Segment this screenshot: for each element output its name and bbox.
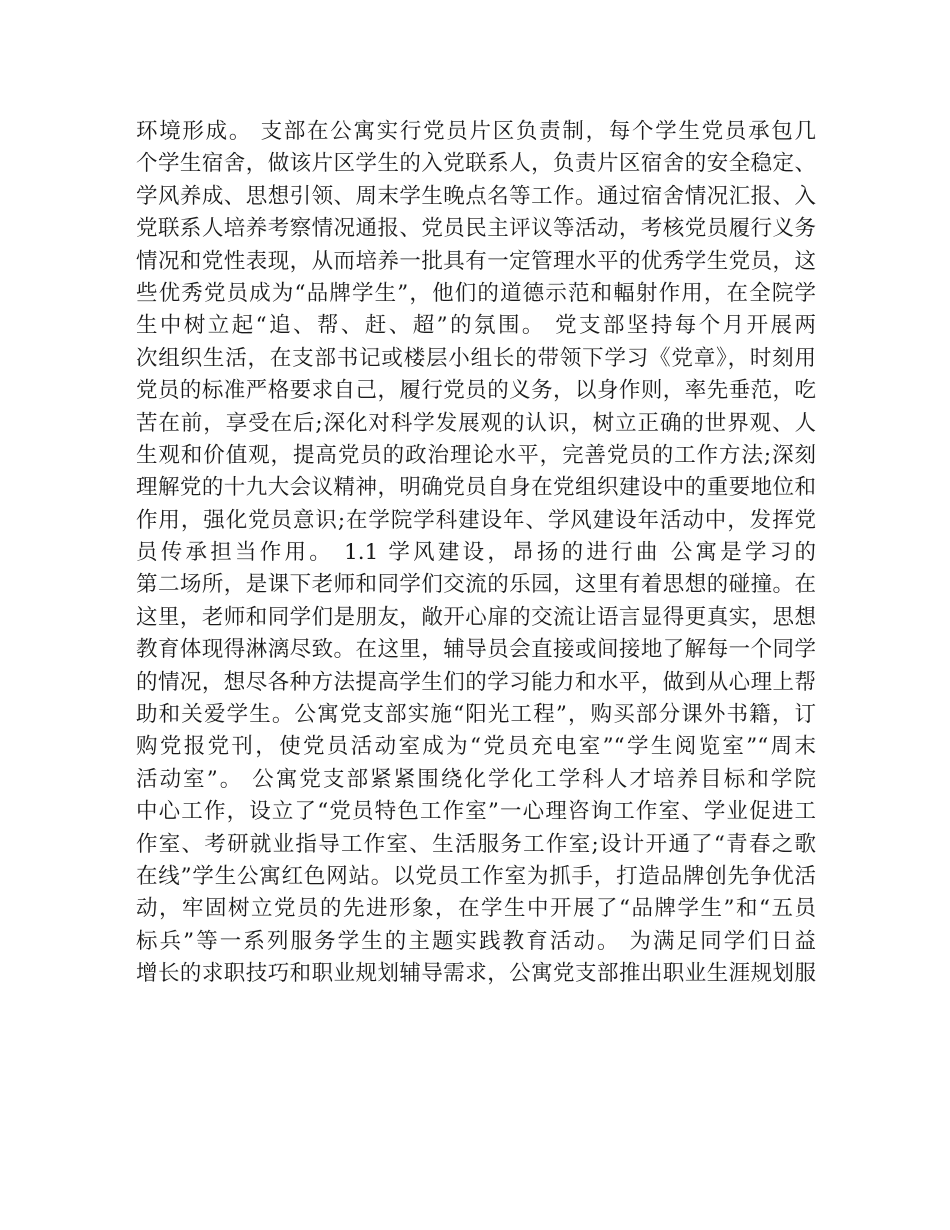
text-line: 的情况，想尽各种方法提高学生们的学习能力和水平，做到从心理上帮 [136,669,816,695]
text-line: 动，牢固树立党员的先进形象，在学生中开展了“品牌学生”和“五员 [136,896,816,922]
text-line: 个学生宿舍，做该片区学生的入党联系人，负责片区宿舍的安全稳定、 [136,151,816,177]
text-line: 员传承担当作用。 1.1 学风建设，昂扬的进行曲 公寓是学习的 [136,540,816,566]
text-line: 党员的标准严格要求自己，履行党员的义务，以身作则，率先垂范，吃 [136,378,816,404]
text-line: 情况和党性表现，从而培养一批具有一定管理水平的优秀学生党员，这 [136,248,816,274]
text-line: 标兵”等一系列服务学生的主题实践教育活动。 为满足同学们日益 [136,928,816,954]
text-line: 苦在前，享受在后;深化对科学发展观的认识，树立正确的世界观、人 [136,410,816,436]
body-text [136,116,816,991]
text-line: 在线”学生公寓红色网站。以党员工作室为抓手，打造品牌创先争优活 [136,863,816,889]
text-line: 助和关爱学生。公寓党支部实施“阳光工程”，购买部分课外书籍，订 [136,702,816,728]
text-line: 次组织生活，在支部书记或楼层小组长的带领下学习《党章》，时刻用 [136,345,816,371]
text-line: 生中树立起“追、帮、赶、超”的氛围。 党支部坚持每个月开展两 [136,313,816,339]
text-line: 些优秀党员成为“品牌学生”，他们的道德示范和輻射作用，在全院学 [136,280,816,306]
text-line: 学风养成、思想引领、周末学生晚点名等工作。通过宿舍情况汇报、入 [136,183,816,209]
text-line: 购党报党刊，使党员活动室成为“党员充电室”“学生阅览室”“周末 [136,734,816,760]
text-line: 作用，强化党员意识;在学院学科建设年、学风建设年活动中，发挥党 [136,507,816,533]
text-line: 这里，老师和同学们是朋友，敞开心扉的交流让语言显得更真实，思想 [136,604,816,630]
text-line: 理解党的十九大会议精神，明确党员自身在党组织建设中的重要地位和 [136,475,816,501]
text-line: 中心工作，设立了“党员特色工作室”一心理咨询工作室、学业促进工 [136,799,816,825]
text-line: 第二场所，是课下老师和同学们交流的乐园，这里有着思想的碰撞。在 [136,572,816,598]
text-line: 教育体现得淋漓尽致。在这里，辅导员会直接或间接地了解每一个同学 [136,637,816,663]
text-line: 增长的求职技巧和职业规划辅导需求，公寓党支部推出职业生涯规划服 [136,961,816,987]
text-line: 党联系人培养考察情况通报、党员民主评议等活动，考核党员履行义务 [136,216,816,242]
text-line: 生观和价值观，提高党员的政治理论水平，完善党员的工作方法;深刻 [136,442,816,468]
text-line: 作室、考研就业指导工作室、生活服务工作室;设计开通了“青春之歌 [136,831,816,857]
text-line: 活动室”。 公寓党支部紧紧围绕化学化工学科人才培养目标和学院 [136,766,816,792]
text-line: 环境形成。 支部在公寓实行党员片区负责制，每个学生党员承包几 [136,119,816,144]
